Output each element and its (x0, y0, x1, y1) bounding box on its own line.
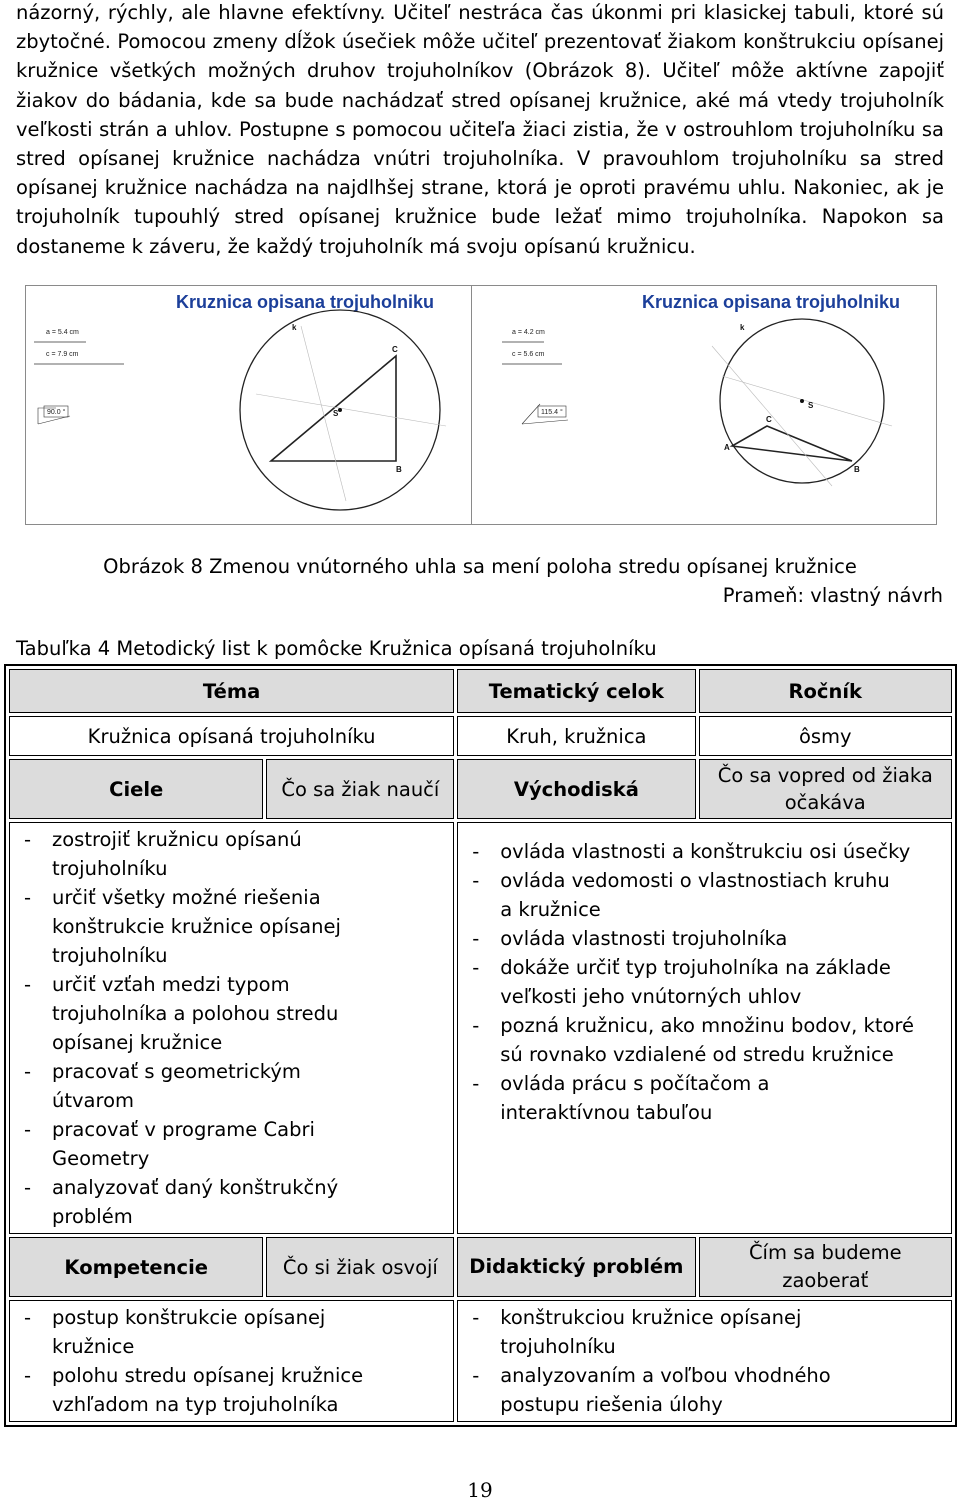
goals-cell (9, 822, 454, 1234)
didactic-list (464, 1303, 945, 1419)
measure-a: a = 4.2 cm (512, 329, 545, 336)
header-rocnik: Ročník (699, 669, 952, 713)
point-s: S (333, 409, 339, 418)
list-item: - ovláda vlastnosti a konštrukciu osi úsečky (464, 837, 945, 866)
list-item: - zostrojiť kružnicu opísanú trojuholníku (16, 825, 447, 883)
label-kompetencie: Kompetencie (9, 1237, 263, 1297)
point-c: C (392, 345, 398, 354)
point-c: C (766, 415, 772, 424)
list-item: - určiť vzťah medzi typom trojuholníka a polohou stredu opísanej kružnice (16, 970, 447, 1057)
competences-cell (9, 1300, 454, 1422)
point-b: B (854, 465, 860, 474)
angle-value: 90.0 ° (47, 409, 66, 416)
point-s: S (808, 401, 814, 410)
table-caption: Tabuľka 4 Metodický list k pomôcke Kružnica opísaná trojuholníku (16, 637, 657, 660)
label-co-sa-ocakava: Čo sa vopred od žiaka očakáva (699, 759, 952, 819)
list-item: - ovláda vedomosti o vlastnostiach kruhu a kružnice (464, 866, 945, 924)
goals-list (16, 825, 447, 1231)
list-item: - pracovať v programe Cabri Geometry (16, 1115, 447, 1173)
measure-c: c = 5.6 cm (512, 351, 545, 358)
list-item: - dokáže určiť typ trojuholníka na základe veľkosti jeho vnútorných uhlov (464, 953, 945, 1011)
list-item: - pracovať s geometrickým útvarom (16, 1057, 447, 1115)
intro-paragraph: názorný, rýchly, ale hlavne efektívny. Učiteľ nestráca čas úkonmi pri klasickej tabuli, ktoré sú zbytočné. Pomocou zmeny dĺžok úsečiek môže učiteľ prezentovať žiakom konštrukciu opísanej kružnice všetkých možných druhov trojuholníkov (Obrázok 8). Učiteľ môže aktívne zapojiť žiakov do bádania, kde sa bude nachádzať stred opísanej kružnice, aké má vtedy trojuholník veľkosti strán a uhlov. Postupne s pomocou učiteľa žiaci zistia, že v ostrouhlom trojuholníku sa stred opísanej kružnice nachádza vnútri trojuholníka. V pravouhlom trojuholníku sa stred opísanej kružnice nachádza na najdlhšej strane, ktorá je oproti pravému uhlu. Nakoniec, ak je trojuholník tupouhlý stred opísanej kružnice bude ležať mimo trojuholníka. Napokon sa dostaneme k záveru, že každý trojuholník má svoju opísanú kružnicu. (16, 1, 944, 258)
list-item: - analyzovaním a voľbou vhodného postupu riešenia úlohy (464, 1361, 945, 1419)
list-item: - ovláda vlastnosti trojuholníka (464, 924, 945, 953)
cell-tematicky-celok: Kruh, kružnica (457, 716, 695, 756)
header-tematicky-celok: Tematický celok (457, 669, 695, 713)
label-didakticky-problem: Didaktický problém (457, 1237, 695, 1297)
figure-obtuse-triangle (471, 285, 937, 525)
label-co-sa-ziak-nauci: Čo sa žiak naučí (266, 759, 454, 819)
competences-list (16, 1303, 447, 1419)
figure-title: Kruznica opisana trojuholniku (176, 292, 435, 312)
list-item: - určiť všetky možné riešenia konštrukcie kružnice opísanej trojuholníku (16, 883, 447, 970)
header-tema: Téma (9, 669, 454, 713)
cell-tema: Kružnica opísaná trojuholníku (9, 716, 454, 756)
list-item: - pozná kružnicu, ako množinu bodov, ktoré sú rovnako vzdialené od stredu kružnice (464, 1011, 945, 1069)
figure-right-triangle (25, 285, 491, 525)
measure-c: c = 7.9 cm (46, 351, 79, 358)
list-item: - polohu stredu opísanej kružnice vzhľadom na typ trojuholníka (16, 1361, 447, 1419)
figure-caption: Obrázok 8 Zmenou vnútorného uhla sa mení poloha stredu opísanej kružnice (103, 555, 857, 578)
label-vychodiska: Východiská (457, 759, 695, 819)
label-ciele: Ciele (9, 759, 263, 819)
list-item: - postup konštrukcie opísanej kružnice (16, 1303, 447, 1361)
measure-a: a = 5.4 cm (46, 329, 79, 336)
label-co-si-ziak-osvoji: Čo si žiak osvojí (266, 1237, 454, 1297)
prerequisites-list (464, 837, 945, 1127)
list-item: - analyzovať daný konštrukčný problém (16, 1173, 447, 1231)
label-cim-sa-budeme-zaoberat: Čím sa budeme zaoberať (699, 1237, 952, 1297)
cell-rocnik: ôsmy (699, 716, 952, 756)
label-k: k (740, 323, 745, 332)
figure-8 (25, 285, 935, 525)
list-item: - ovláda prácu s počítačom a interaktívnou tabuľou (464, 1069, 945, 1127)
page-number: 19 (467, 1478, 493, 1502)
point-a: A (724, 443, 730, 452)
angle-value: 115.4 ° (541, 409, 563, 416)
prerequisites-cell (457, 822, 952, 1234)
list-item: - konštrukciou kružnice opísanej trojuholníku (464, 1303, 945, 1361)
label-k: k (292, 323, 297, 332)
point-b: B (396, 465, 402, 474)
figure-source: Prameň: vlastný návrh (722, 584, 943, 607)
didactic-cell (457, 1300, 952, 1422)
figure-title: Kruznica opisana trojuholniku (642, 292, 901, 312)
methodical-sheet-table (4, 664, 957, 1427)
